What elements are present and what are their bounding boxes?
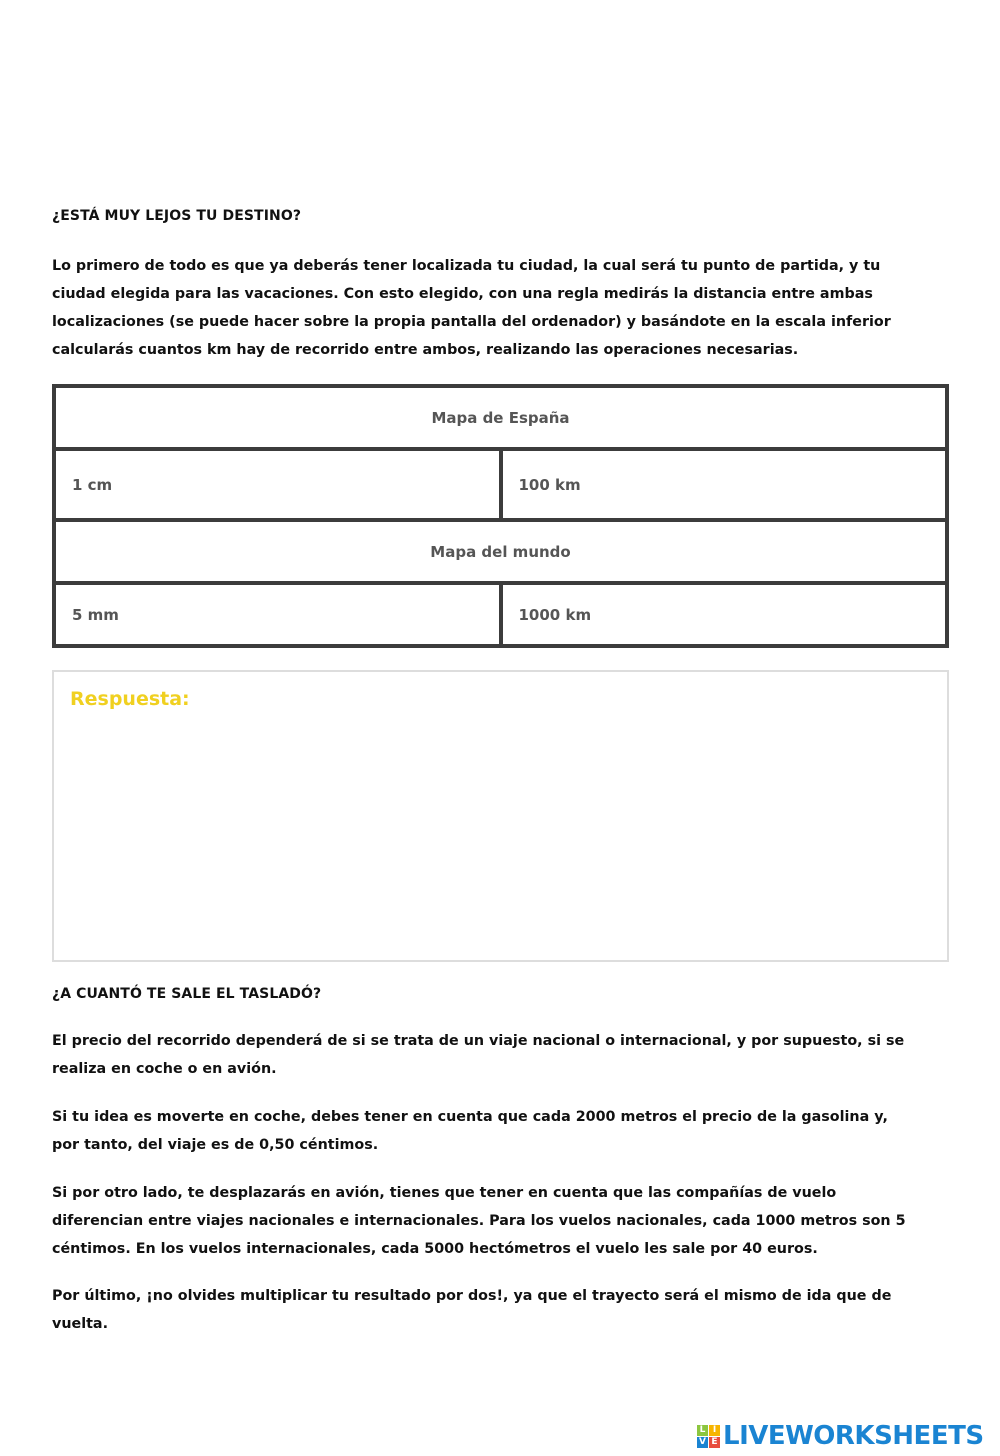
logo-letter: I [709, 1425, 720, 1436]
liveworksheets-logo [697, 1421, 984, 1451]
paragraph-line: localizaciones (se puede hacer sobre la propia pantalla del ordenador) y basándote en la escala inferior [52, 314, 891, 330]
paragraph-line: Lo primero de todo es que ya deberás tener localizada tu ciudad, la cual será tu punto de partida, y tu [52, 258, 881, 274]
logo-text: LIVEWORKSHEETS [723, 1421, 984, 1451]
paragraph-line: Si tu idea es moverte en coche, debes tener en cuenta que cada 2000 metros el precio de la gasolina y, [52, 1109, 888, 1125]
logo-letter: L [697, 1425, 708, 1436]
answer-label: Respuesta: [70, 688, 190, 710]
table-row [54, 520, 947, 583]
paragraph-line: por tanto, del viaje es de 0,50 céntimos. [52, 1137, 379, 1153]
final-note-paragraph [52, 1282, 957, 1338]
section-heading-cost: ¿A CUANTÓ TE SALE EL TASLADÓ? [52, 986, 322, 1002]
paragraph-line: El precio del recorrido dependerá de si se trata de un viaje nacional o internacional, y por supuesto, si se [52, 1033, 905, 1049]
scale-table [52, 384, 949, 648]
world-real-distance: 1000 km [501, 583, 948, 646]
logo-letter: V [697, 1437, 708, 1448]
answer-box[interactable] [52, 670, 949, 962]
section-heading-distance: ¿ESTÁ MUY LEJOS TU DESTINO? [52, 208, 302, 224]
world-map-title: Mapa del mundo [54, 520, 947, 583]
spain-map-distance: 1 cm [54, 449, 501, 520]
distance-instructions [52, 252, 957, 364]
logo-letter: E [709, 1437, 720, 1448]
table-row [54, 386, 947, 449]
spain-map-title: Mapa de España [54, 386, 947, 449]
paragraph-line: Por último, ¡no olvides multiplicar tu resultado por dos!, ya que el trayecto será el mismo de ida que de [52, 1288, 892, 1304]
logo-mark-icon [697, 1425, 720, 1448]
paragraph-line: céntimos. En los vuelos internacionales, cada 5000 hectómetros el vuelo les sale por 40 euros. [52, 1241, 818, 1257]
world-map-distance: 5 mm [54, 583, 501, 646]
paragraph-line: Si por otro lado, te desplazarás en avión, tienes que tener en cuenta que las compañías de vuelo [52, 1185, 837, 1201]
paragraph-line: diferencian entre viajes nacionales e internacionales. Para los vuelos nacionales, cada 1000 metros son 5 [52, 1213, 906, 1229]
spain-real-distance: 100 km [501, 449, 948, 520]
car-cost-paragraph [52, 1103, 957, 1159]
paragraph-line: vuelta. [52, 1316, 109, 1332]
table-row [54, 583, 947, 646]
paragraph-line: realiza en coche o en avión. [52, 1061, 277, 1077]
paragraph-line: ciudad elegida para las vacaciones. Con esto elegido, con una regla medirás la distancia entre ambas [52, 286, 873, 302]
plane-cost-paragraph [52, 1179, 957, 1263]
cost-intro-paragraph [52, 1027, 957, 1083]
paragraph-line: calcularás cuantos km hay de recorrido entre ambos, realizando las operaciones necesarias. [52, 342, 799, 358]
table-row [54, 449, 947, 520]
